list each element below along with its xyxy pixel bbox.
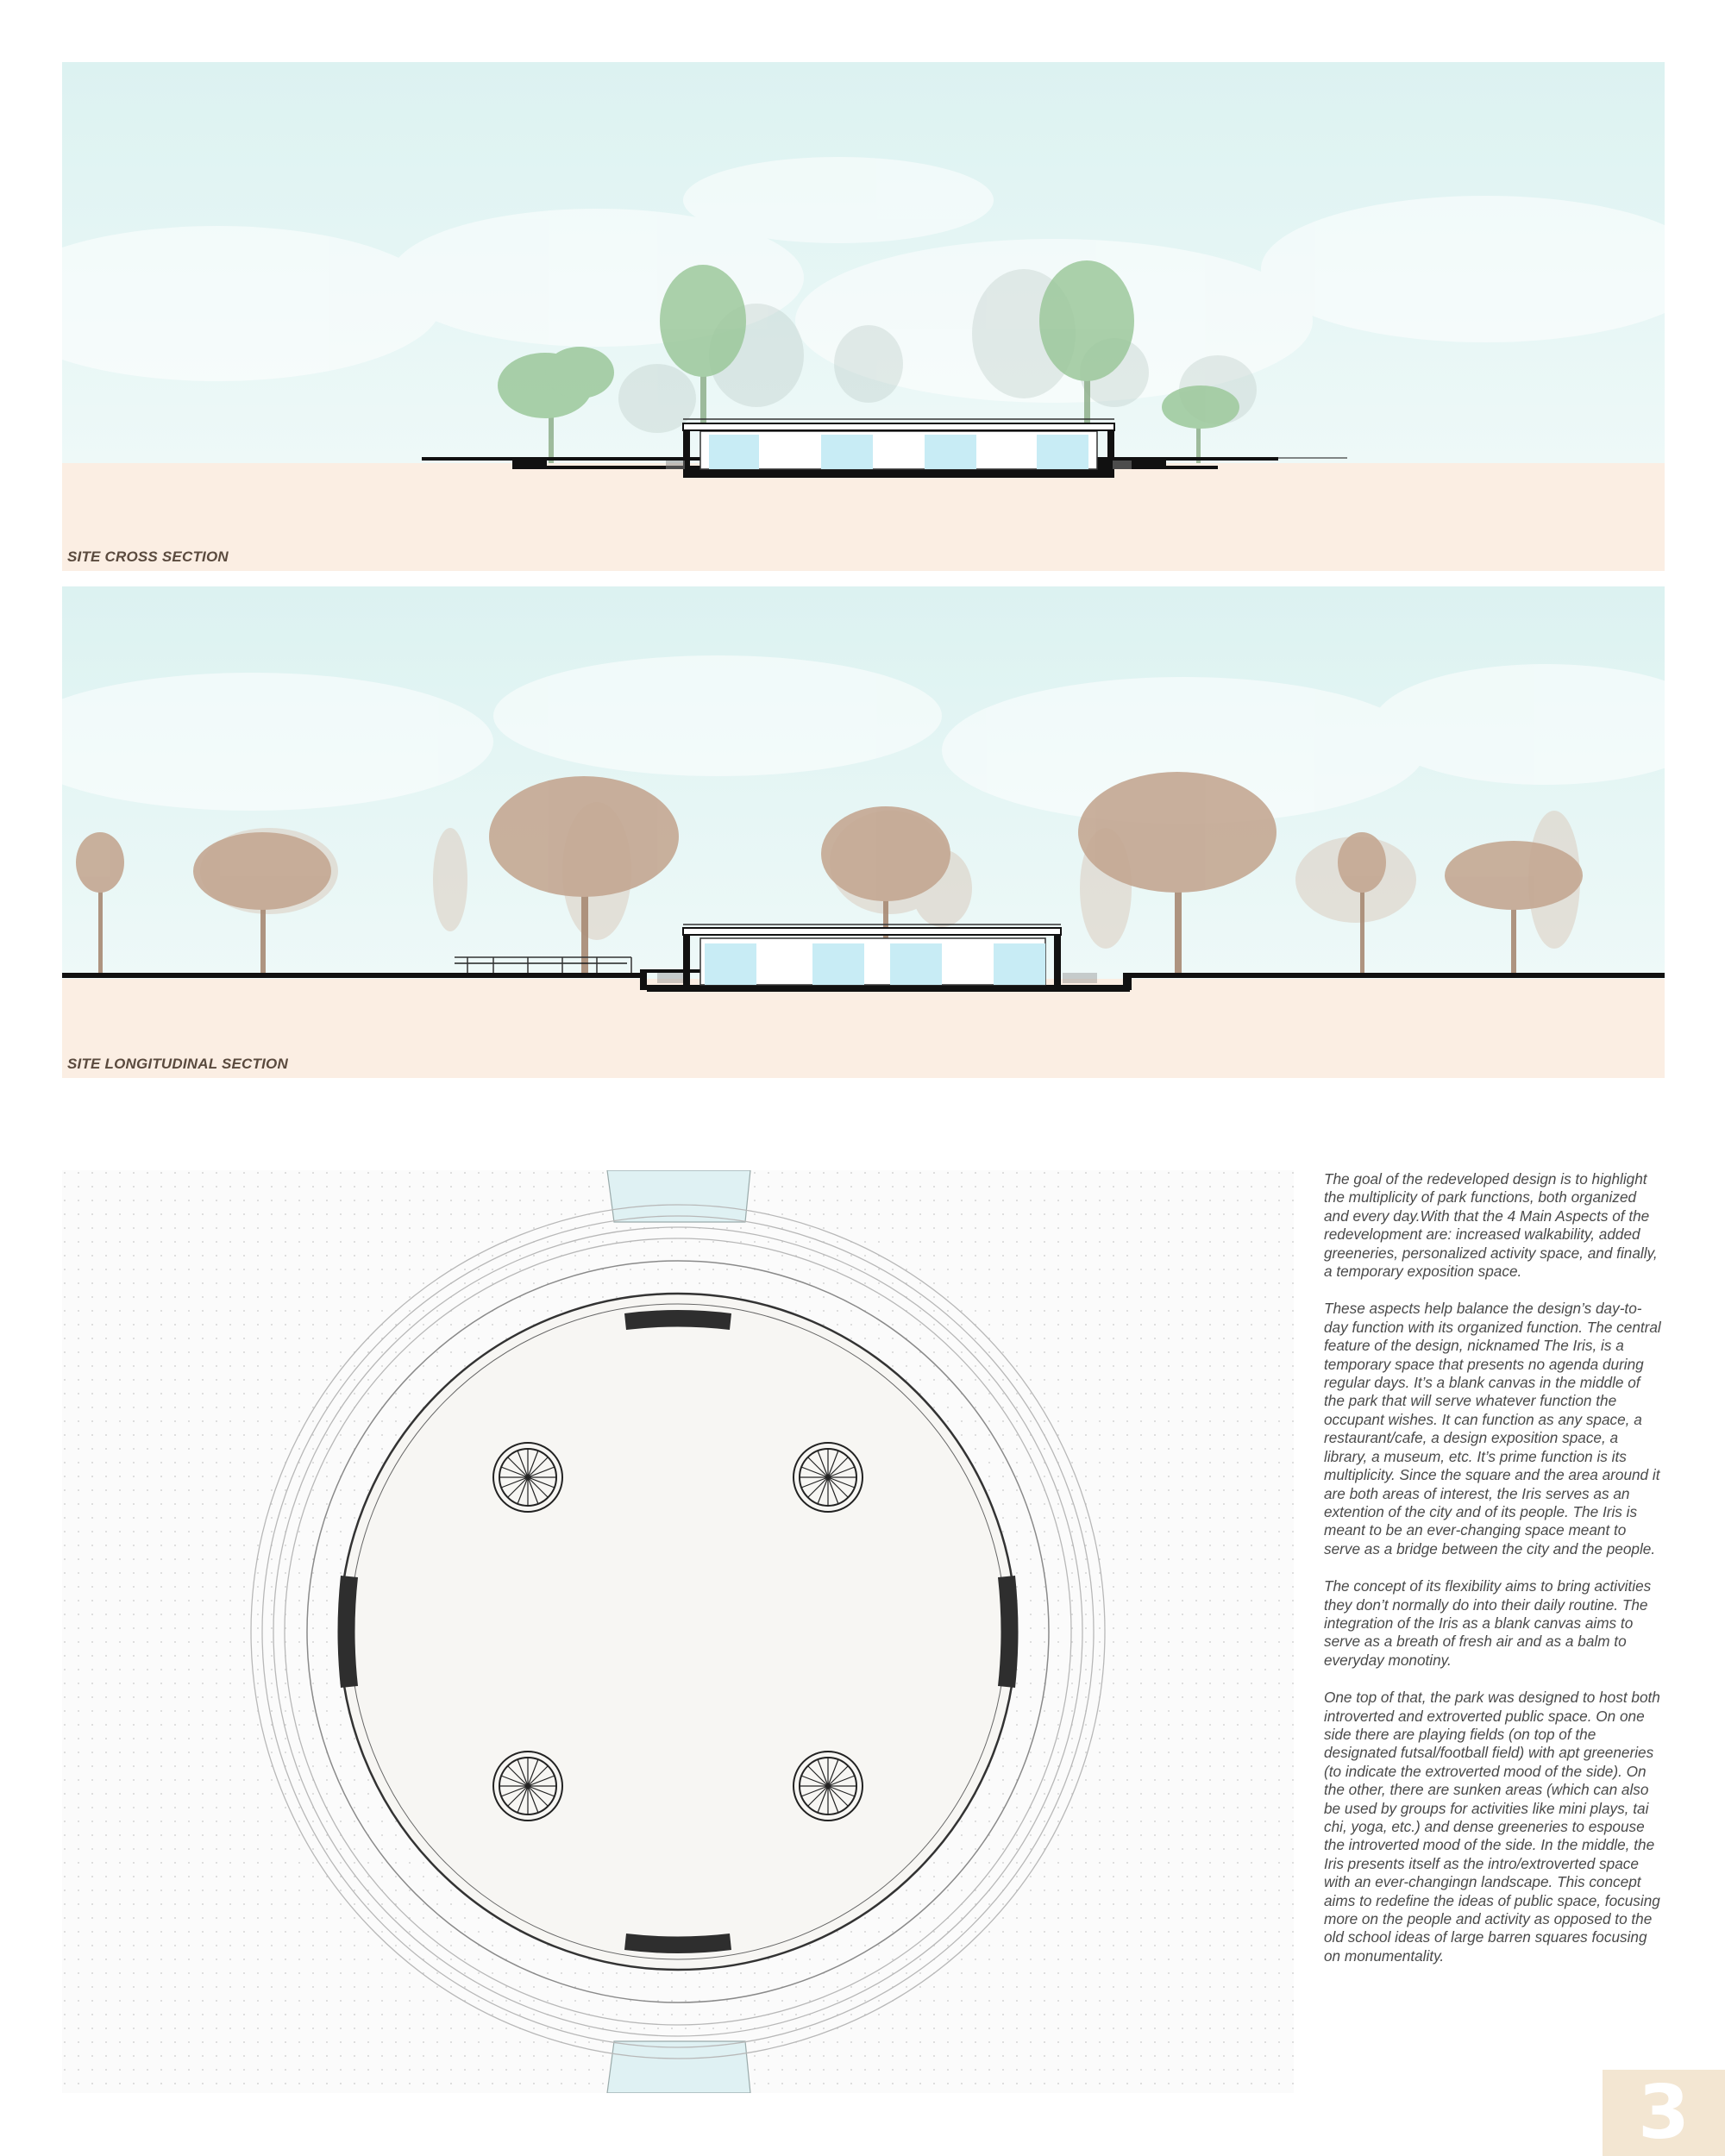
description-paragraph: One top of that, the park was designed to host both introverted and extroverted public space. On one side there are playing fields (on top of the designated futsal/football field) with apt greeneries (to indicate the extroverted mood of the side). On the other, there are sunken areas (which can also be used by groups for activities like mini plays, tai chi, yoga, etc.) and dense greeneries to espouse the introverted mood of the side. In the middle, the Iris presents itself as the intro/extroverted space with an ever-changingn landscape. This concept aims to redefine the ideas of public space, focusing more on the people and activity as opposed to the old school ideas of large barren squares focusing on monumentality. [1324, 1689, 1660, 1965]
longitudinal-section-drawing [62, 586, 1665, 1078]
cross-section-caption: SITE CROSS SECTION [67, 548, 229, 565]
page-number-box [1603, 2070, 1725, 2156]
description-paragraph: The concept of its flexibility aims to bring activities they don’t normally do into their daily routine. The integration of the Iris as a blank canvas aims to serve as a breath of fresh air and as a balm to everyday monotiny. [1324, 1577, 1652, 1669]
description-paragraph: The goal of the redeveloped design is to highlight the multiplicity of park functions, both organized and every day.With that the 4 Main Aspects of the redevelopment are: increased walkability, added greeneries, personalized activity space, and finally, a temporary exposition space. [1324, 1170, 1658, 1281]
plan-drawing [62, 1170, 1294, 2093]
site-cross-section [62, 62, 1665, 571]
iris-pavilion-section [666, 419, 1132, 478]
iris-pavilion-longitudinal [647, 924, 1130, 992]
design-description [1324, 1170, 1665, 1984]
page-number: 3 [1638, 2070, 1690, 2156]
longitudinal-section-caption: SITE LONGITUDINAL SECTION [67, 1056, 288, 1072]
description-paragraph: These aspects help balance the design’s day-to-day function with its organized function. The central feature of the design, nicknamed The Iris, is a temporary space that presents no agenda during regular days. It’s a blank canvas in the middle of the park that will serve whatever function the occupant wishes. It can function as any space, a restaurant/cafe, a design exposition space, a library, a museum, etc. It’s prime function is its multiplicity. Since the square and the area around it are both areas of interest, the Iris serves as an extention of the city and of its people. The Iris is meant to be an ever-changing space meant to serve as a bridge between the city and the people. [1324, 1300, 1661, 1557]
site-longitudinal-section [62, 586, 1665, 1078]
cross-section-drawing [62, 62, 1665, 571]
iris-floor-plan [62, 1170, 1294, 2093]
iris-floor [340, 1294, 1016, 1970]
